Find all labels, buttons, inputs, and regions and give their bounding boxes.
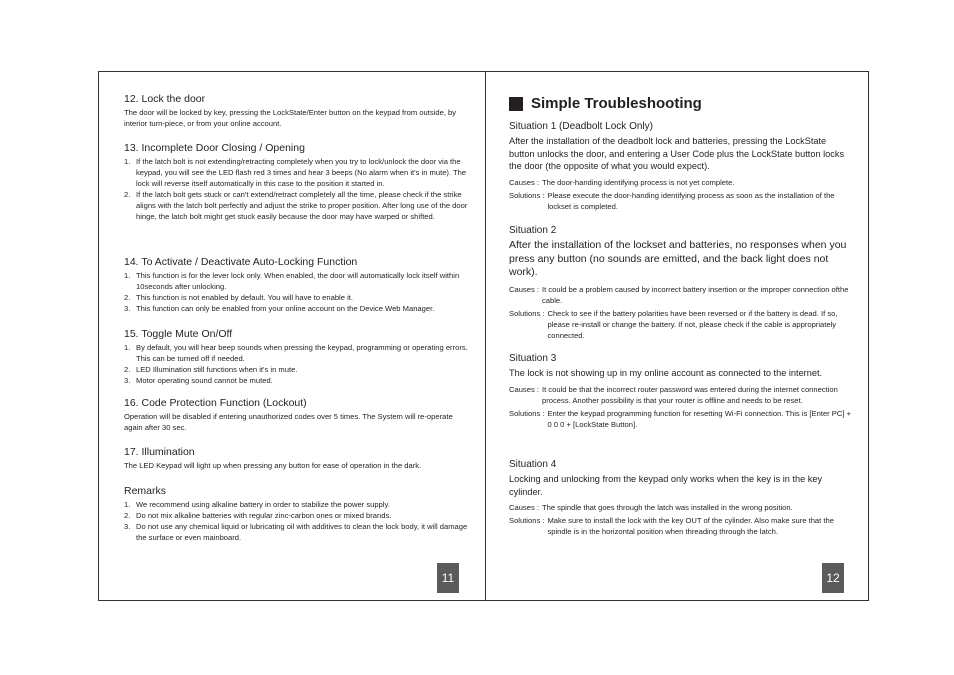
section-incomplete-closing — [124, 142, 469, 222]
section-text: The LED Keypad will light up when pressing any button for ease of operation in the dark. — [124, 461, 422, 470]
right-page — [509, 71, 854, 601]
causes-row: Causes : The door-handing identifying process is not yet complete. — [509, 177, 735, 187]
solutions-row: Solutions : Check to see if the battery polarities have been reversed or if the battery is dead. If so, please re-install or change the battery. If not, please check if the cable is appropriately connected. — [509, 308, 838, 340]
solutions-row: Solutions : Enter the keypad programming function for resetting Wi-Fi connection. This is [Enter PC] + 0 0 0 + [LockState Button]. — [509, 408, 852, 429]
situation-2 — [509, 225, 854, 343]
page-divider — [485, 71, 486, 601]
solutions-row: Solutions : Please execute the door-handing identifying process as soon as the installation of the lockset is completed. — [509, 190, 835, 211]
list-item: 3. Do not use any chemical liquid or lubricating oil with additives to clean the lock body, it will damage the surface or even mainboard. — [124, 522, 468, 542]
section-title: 14. To Activate / Deactivate Auto-Locking Function — [124, 256, 358, 268]
situation-description: After the installation of the deadbolt lock and batteries, pressing the LockState button unlocks the door, and entering a User Code plus the LockState button locks the door (the opposite of what you would expect). — [509, 136, 845, 171]
solutions-row: Solutions : Make sure to install the lock with the key OUT of the cylinder. Also make sure that the spindle is in the horizontal position when threading through the latch. — [509, 516, 834, 536]
section-title: 16. Code Protection Function (Lockout) — [124, 397, 307, 409]
section-title: 12. Lock the door — [124, 93, 206, 105]
situation-title: Situation 4 — [509, 459, 557, 470]
section-title: Remarks — [124, 485, 167, 497]
situation-4 — [509, 459, 854, 539]
list-item: 1. This function is for the lever lock only. When enabled, the door will automatically lock itself within 10seconds after unlocking. — [124, 271, 460, 291]
list-item: 3. This function can only be enabled from your online account on the Device Web Manager. — [124, 304, 435, 313]
section-illumination — [124, 446, 469, 471]
situation-title: Situation 1 (Deadbolt Lock Only) — [509, 121, 653, 132]
situation-1 — [509, 121, 854, 214]
heading-text: Simple Troubleshooting — [531, 95, 702, 112]
list-item: 2. This function is not enabled by default. You will have to enable it. — [124, 293, 353, 302]
situation-3 — [509, 353, 854, 432]
causes-row: Causes : It could be that the incorrect router password was entered during the internet connection process. Another possibility is that your router is offline and needs to be reset. — [509, 384, 838, 405]
causes-row: Causes : The spindle that goes through the latch was installed in the wrong position. — [509, 503, 793, 512]
list-item: 2. Do not mix alkaline batteries with regular zinc-carbon ones or mixed brands. — [124, 511, 392, 520]
section-text: Operation will be disabled if entering unauthorized codes over 5 times. The System will re-operate again after 30 sec. — [124, 412, 453, 432]
situation-description: After the installation of the lockset and batteries, no responses when you press any button (no sounds are emitted, and the back light does not work). — [509, 239, 847, 278]
list-item: 2. If the latch bolt gets stuck or can't extend/retract completely all the time, please check if the strike aligns with the latch bolt perfectly and adjust the strike to proper position. After long use of the door hinge, the latch bolt might get stuck easily because the door may have warped or shifted. — [124, 190, 468, 221]
list-item: 1. We recommend using alkaline battery in order to stabilize the power supply. — [124, 500, 390, 509]
section-title: 13. Incomplete Door Closing / Opening — [124, 142, 305, 154]
list-item: 1. If the latch bolt is not extending/retracting completely when you try to lock/unlock the door via the keypad, you will see the LED flash red 3 times and hear 3 beeps (No alarm when it's in mute). The lock will reverse itself automatically in this case to the position it started in. — [124, 157, 467, 188]
page-number: 11 — [437, 563, 459, 593]
list-item: 2. LED Illumination still functions when it's in mute. — [124, 365, 298, 374]
section-title: 17. Illumination — [124, 446, 195, 458]
section-lock-door — [124, 93, 469, 129]
situation-title: Situation 2 — [509, 225, 557, 236]
section-code-protection — [124, 397, 469, 433]
causes-row: Causes : It could be a problem caused by incorrect battery insertion or the improper connection ofthe cable. — [509, 284, 849, 305]
item-list — [124, 156, 469, 222]
item-list — [124, 270, 469, 314]
square-bullet-icon — [509, 97, 523, 111]
page-heading — [509, 95, 702, 112]
section-text: The door will be locked by key, pressing the LockState/Enter button on the keypad from outside, by interior turn-piece, or from your online account. — [124, 108, 457, 128]
section-toggle-mute — [124, 328, 469, 386]
page-number: 12 — [822, 563, 844, 593]
left-page — [124, 71, 469, 601]
item-list — [124, 499, 469, 543]
list-item: 3. Motor operating sound cannot be muted. — [124, 376, 273, 385]
item-list — [124, 342, 469, 386]
section-remarks — [124, 485, 469, 543]
situation-description: Locking and unlocking from the keypad only works when the key is in the key cylinder. — [509, 474, 823, 497]
section-auto-locking — [124, 256, 469, 314]
situation-description: The lock is not showing up in my online account as connected to the internet. — [509, 368, 823, 378]
list-item: 1. By default, you will hear beep sounds when pressing the keypad, programming or operating errors. This can be turned off if needed. — [124, 343, 468, 363]
situation-title: Situation 3 — [509, 353, 557, 364]
section-title: 15. Toggle Mute On/Off — [124, 328, 233, 340]
